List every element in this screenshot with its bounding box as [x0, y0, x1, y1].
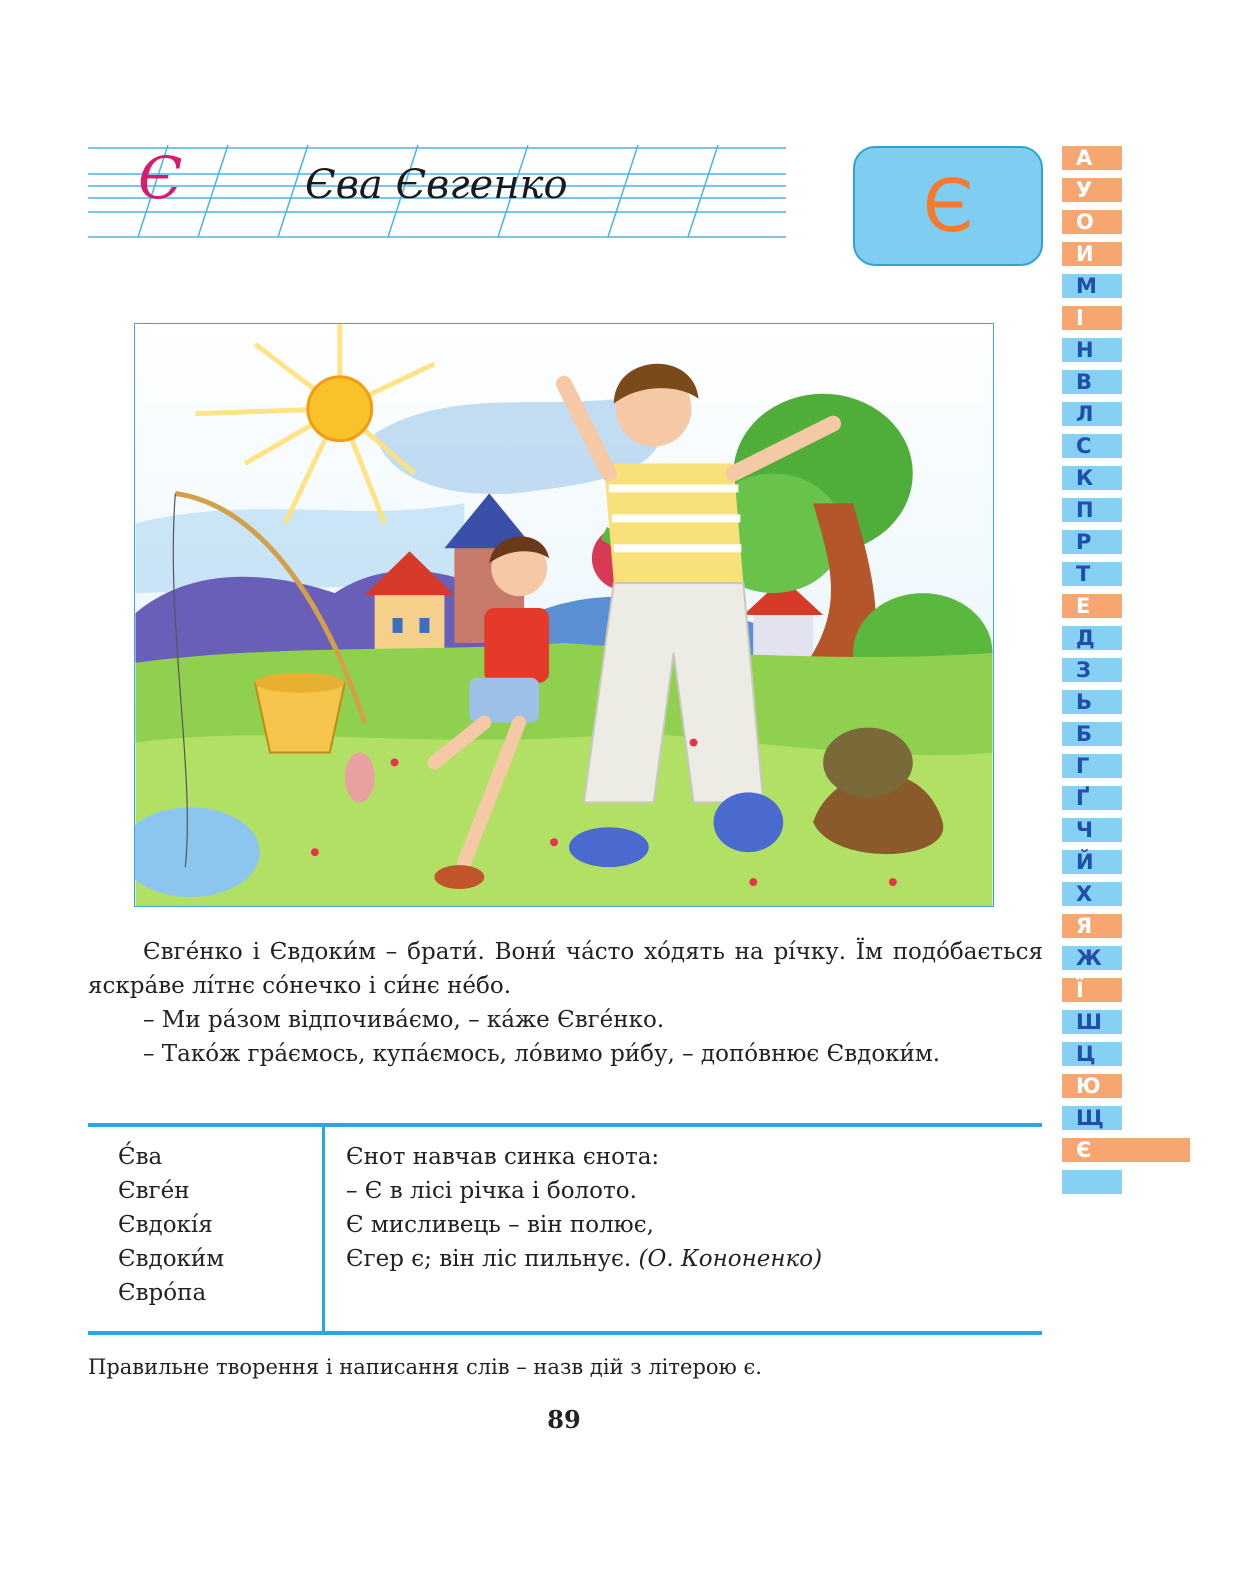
alphabet-letter: Р [1062, 530, 1122, 554]
alphabet-letter: Ц [1062, 1042, 1122, 1066]
alphabet-letter: Є [1062, 1138, 1190, 1162]
teacher-note: Правильне творення і написання слів – назв дій з літерою є. [88, 1355, 762, 1379]
alphabet-letter: Щ [1062, 1106, 1122, 1130]
script-words: Єва Євгенко [305, 162, 568, 208]
word-item: Євдокі́я [118, 1212, 213, 1238]
alphabet-letter: Ї [1062, 978, 1122, 1002]
alphabet-strip [1062, 146, 1122, 1202]
alphabet-letter: Ґ [1062, 786, 1122, 810]
alphabet-letter: Ж [1062, 946, 1122, 970]
poem-author: (О. Кононенко) [638, 1246, 823, 1272]
poem-last-line: Єгер є; він ліс пильнує. [346, 1246, 632, 1272]
page-number: 89 [547, 1405, 581, 1434]
alphabet-letter: З [1062, 658, 1122, 682]
poem-line: – Є в лісі річка і болото. [346, 1178, 637, 1204]
alphabet-letter: Й [1062, 850, 1122, 874]
alphabet-letter: І [1062, 306, 1122, 330]
alphabet-letter: У [1062, 178, 1122, 202]
script-capital-letter: Є [138, 144, 183, 212]
alphabet-letter: Л [1062, 402, 1122, 426]
illustration [134, 323, 994, 907]
alphabet-letter: Н [1062, 338, 1122, 362]
dialogue-line-2: – Тако́ж гра́ємось, купа́ємось, ло́вимо ри́бу, – допо́внює Євдоки́м. [143, 1041, 941, 1067]
alphabet-letter [1062, 1170, 1122, 1194]
alphabet-letter: Г [1062, 754, 1122, 778]
table-bottom-rule [88, 1331, 1042, 1335]
poem-line: Єнот навчав синка єнота: [346, 1144, 660, 1170]
alphabet-letter: Х [1062, 882, 1122, 906]
poem-line [346, 1242, 822, 1276]
alphabet-letter: А [1062, 146, 1122, 170]
word-item: Євро́па [118, 1280, 207, 1306]
alphabet-letter: Ю [1062, 1074, 1122, 1098]
letter-tile [853, 146, 1043, 266]
alphabet-letter: В [1062, 370, 1122, 394]
word-item: Євдоки́м [118, 1246, 225, 1272]
word-item: Євге́н [118, 1178, 190, 1204]
alphabet-letter: М [1062, 274, 1122, 298]
alphabet-letter: С [1062, 434, 1122, 458]
word-item: Є́ва [118, 1144, 163, 1170]
story-text [88, 935, 1043, 1071]
alphabet-letter: Д [1062, 626, 1122, 650]
alphabet-letter: Я [1062, 914, 1122, 938]
word-list [118, 1140, 224, 1310]
alphabet-letter: О [1062, 210, 1122, 234]
alphabet-letter: Ь [1062, 690, 1122, 714]
dialogue-line-1: – Ми ра́зом відпочива́ємо, – ка́же Євге́нко. [143, 1007, 665, 1033]
poem [346, 1140, 822, 1276]
alphabet-letter: Т [1062, 562, 1122, 586]
alphabet-letter: П [1062, 498, 1122, 522]
poem-line: Є мисливець – він полює, [346, 1212, 654, 1238]
alphabet-letter: Ч [1062, 818, 1122, 842]
alphabet-letter: К [1062, 466, 1122, 490]
table-divider [322, 1127, 325, 1331]
table-top-rule [88, 1123, 1042, 1127]
alphabet-letter: И [1062, 242, 1122, 266]
bucket [255, 673, 345, 753]
story-paragraph: Євге́нко і Євдоки́м – брати́. Вони́ ча́сто хо́дять на рі́чку. Їм подо́бається яскра́ве лі́тнє со́нечко і си́нє не́бо. [88, 939, 1043, 999]
letter-tile-glyph: Є [922, 164, 974, 248]
alphabet-letter: Б [1062, 722, 1122, 746]
dog [823, 728, 913, 798]
alphabet-letter: Ш [1062, 1010, 1122, 1034]
alphabet-letter: Е [1062, 594, 1122, 618]
